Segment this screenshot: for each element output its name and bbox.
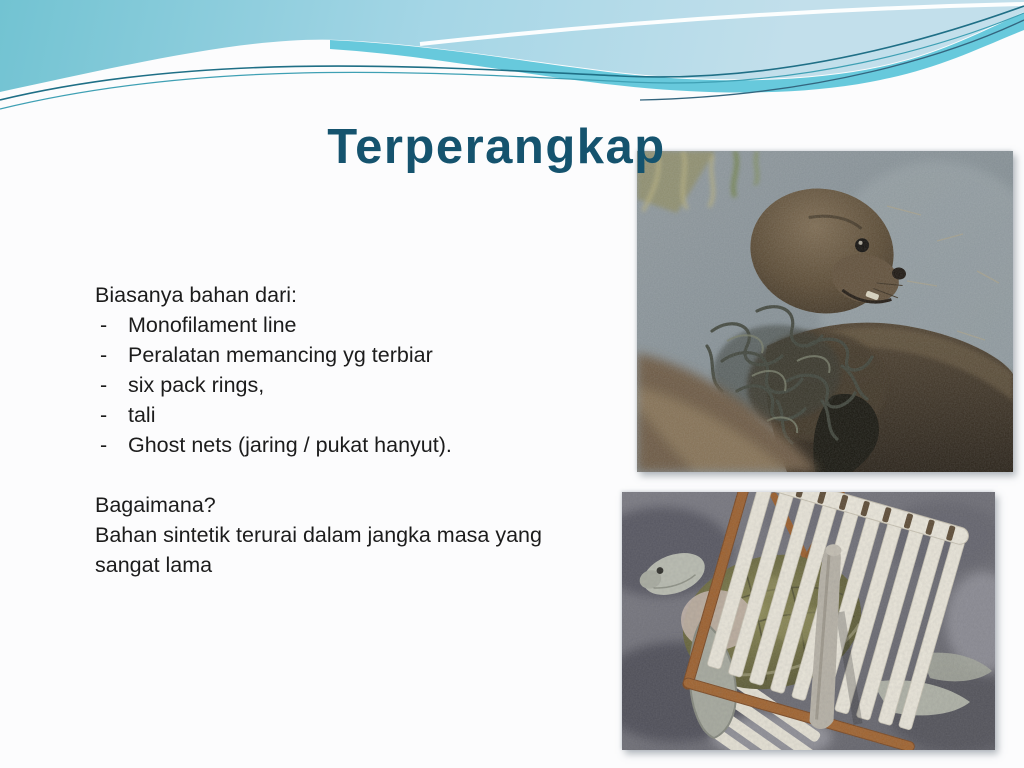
bullet-item xyxy=(95,430,640,460)
bullet-dash: - xyxy=(100,343,108,367)
bullet-text: Monofilament line xyxy=(128,313,297,337)
bullet-dash: - xyxy=(100,313,108,337)
intro-line: Biasanya bahan dari: xyxy=(95,283,298,307)
answer-line: Bahan sintetik terurai dalam jangka masa yang xyxy=(95,523,542,547)
bullet-item xyxy=(95,340,640,370)
blank-line xyxy=(95,460,640,490)
entangled-seal-photo xyxy=(637,151,1013,472)
trapped-turtle-photo xyxy=(622,492,995,750)
body-text-block xyxy=(95,280,640,580)
bullet-dash: - xyxy=(100,433,108,457)
bullet-dash: - xyxy=(100,403,108,427)
bullet-item xyxy=(95,400,640,430)
bullet-text: tali xyxy=(128,403,156,427)
bullet-dash: - xyxy=(100,373,108,397)
bullet-text: Peralatan memancing yg terbiar xyxy=(128,343,433,367)
wave-band xyxy=(0,0,1024,109)
bullet-item xyxy=(95,370,640,400)
answer-line: sangat lama xyxy=(95,553,213,577)
bullet-item xyxy=(95,310,640,340)
bullet-text: six pack rings, xyxy=(128,373,265,397)
question-line: Bagaimana? xyxy=(95,493,216,517)
page-title: Terperangkap xyxy=(327,119,666,174)
bullet-text: Ghost nets (jaring / pukat hanyut). xyxy=(128,433,452,457)
